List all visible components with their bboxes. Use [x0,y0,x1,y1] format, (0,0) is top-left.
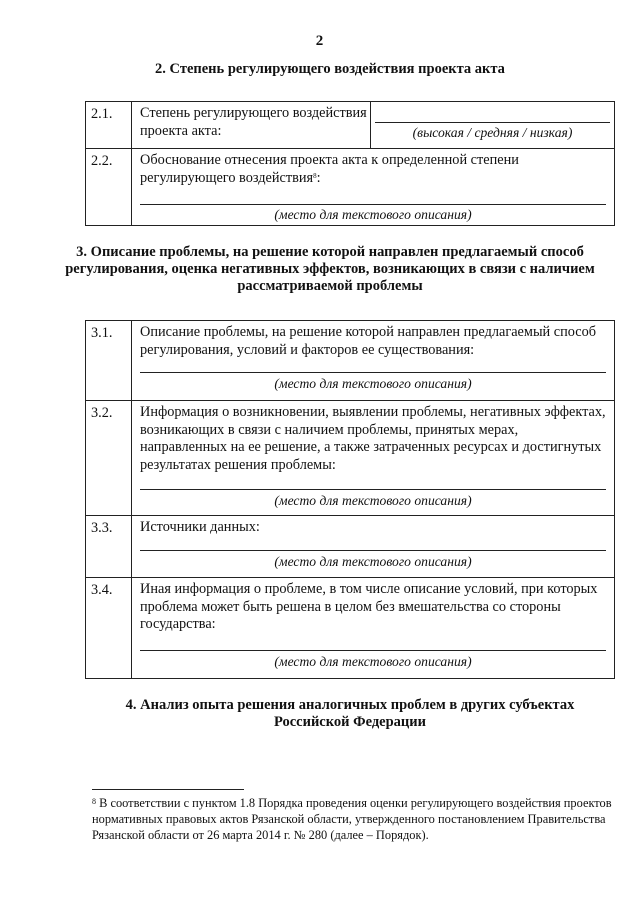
table-row [86,102,615,149]
text-line [140,489,606,490]
text-caption: (место для текстового описания) [274,376,472,391]
row-body [132,516,615,578]
row-label: Информация о возникновении, выявлении проблемы, негативных эффектах, возникающих в связи с наличием проблемы, принятых мерах, направленных на ее решение, а также затраченных ресурсах и достигнутых результатах решения проблемы: [140,404,606,473]
row-label: Описание проблемы, на решение которой направлен предлагаемый способ регулирования, условий и факторов ее существования: [140,324,597,358]
row-number: 2.2. [86,149,132,226]
row-number: 3.2. [86,401,132,516]
table-row [86,149,615,226]
row-number: 3.4. [86,578,132,679]
answer-caption: (высокая / средняя / низкая) [412,125,573,140]
answer-cell [371,102,615,149]
section-3-table [85,320,615,679]
row-number: 3.1. [86,321,132,401]
footnote-marker: 8 [92,797,96,806]
section-4-heading: 4. Анализ опыта решения аналогичных проблем в других субъектах Российской Федерации [125,697,575,730]
row-label: Иная информация о проблеме, в том числе описание условий, при которых проблема может быть решена в целом без вмешательства со стороны государства: [140,581,598,632]
text-line [140,372,606,373]
text-caption: (место для текстового описания) [274,654,472,669]
text-caption: (место для текстового описания) [274,493,472,508]
table-row [86,516,615,578]
text-caption: (место для текстового описания) [274,554,472,569]
table-row [86,321,615,401]
text-line [140,204,606,205]
row-label: Обоснование отнесения проекта акта к определенной степени регулирующего воздействия$^8$: [140,152,519,186]
table-row [86,401,615,516]
section-2-heading: 2. Степень регулирующего воздействия проекта акта [155,61,505,77]
table-row [86,578,615,679]
text-line [140,550,606,551]
row-number: 2.1. [86,102,132,149]
footnote-ref: 8 [313,171,317,180]
section-3-heading: 3. Описание проблемы, на решение которой направлен предлагаемый способ регулирования, оценка негативных эффектов, возникающих в связи с наличием рассматриваемой проблемы [65,244,595,294]
section-2-table [85,101,615,226]
row-label: Источники данных: [140,519,260,535]
text-caption: (место для текстового описания) [274,207,472,222]
row-body [132,401,615,516]
row-body [132,578,615,679]
page-number: 2 [315,33,324,49]
row-body [132,321,615,401]
row-label: Степень регулирующего воздействия проекта акта: [132,102,371,149]
footnote-text: В соответствии с пунктом 1.8 Порядка проведения оценки регулирующего воздействия проектов нормативных правовых актов Рязанской области, утвержденного постановлением Правительства Рязанской области от 26 марта 2014 г. № 280 (далее – Порядок). [92,796,612,842]
footnote-separator [92,789,244,790]
answer-line [375,122,610,123]
row-number: 3.3. [86,516,132,578]
row-body [132,149,615,226]
footnote [92,795,612,843]
text-line [140,650,606,651]
